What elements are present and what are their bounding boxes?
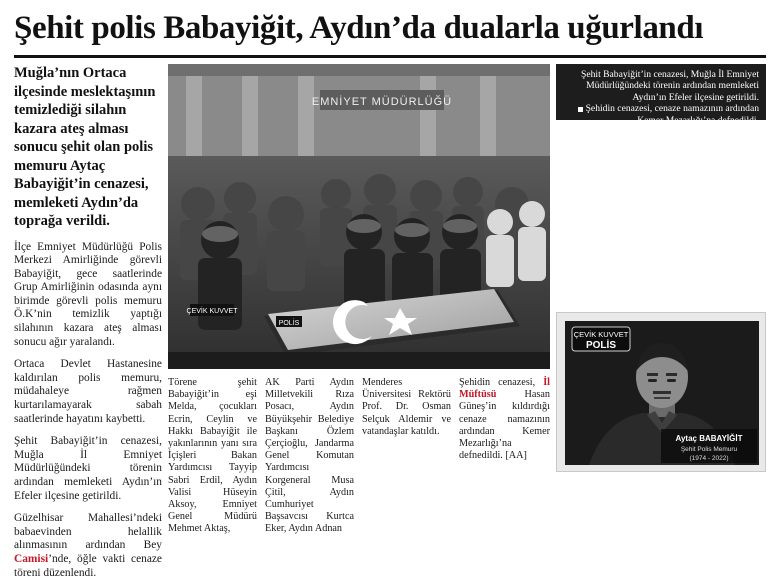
body-paragraph-3: Şehit Babayiğit’in cenazesi, Muğla İl Emniyet Müdürlüğündeki törenin ardından memleketi Aydın’ın Efeler ilçesine getirildi. <box>14 435 162 502</box>
bottom-column-2: AK Parti Aydın Milletvekili Rıza Posacı, Aydın Büyükşehir Belediye Başkanı Özlem Çerçioğlu, Jandarma Genel Komutan Yardımcısı Korgeneral Musa Çitil, Aydın Cumhuriyet Başsavcısı Kurtca Eker, Aydın Adnan <box>265 377 354 535</box>
funeral-photo-illustration <box>168 64 550 369</box>
left-text-column <box>14 64 162 579</box>
caption-bullet-text: Şehidin cenazesi, cenaze namazının ardından Kemer Mezarlığı’na defnedildi. <box>585 103 759 126</box>
bullet-square-icon <box>578 107 583 112</box>
bottom-text-columns <box>168 377 550 535</box>
paragraph-text-before: Güzelhisar Mahallesi’ndeki babaevinden helallik alınmasının ardından Bey <box>14 512 162 552</box>
svg-text:ÇEVİK KUVVET: ÇEVİK KUVVET <box>186 308 238 315</box>
bottom-col4-before: Şehidin cenazesi, <box>459 377 544 388</box>
body-paragraph-4 <box>14 512 162 580</box>
svg-text:EMNİYET MÜDÜRLÜĞÜ: EMNİYET MÜDÜRLÜĞÜ <box>311 96 453 108</box>
svg-text:(1974 - 2022): (1974 - 2022) <box>689 455 729 462</box>
portrait-photo <box>565 321 759 465</box>
bottom-column-4 <box>459 377 550 477</box>
officer-portrait-illustration <box>565 321 759 465</box>
photo-caption-box <box>556 64 766 126</box>
bottom-col4-after: Hasan Güneş’in kıldırdığı cenaze namazının ardından Kemer Mezarlığı’na defnedildi. [AA] <box>459 389 550 462</box>
svg-text:Şehit Polis Memuru: Şehit Polis Memuru <box>680 446 738 453</box>
svg-text:ÇEVİK KUVVET: ÇEVİK KUVVET <box>573 330 629 339</box>
caption-line-1: Şehit Babayiğit’in cenazesi, Muğla İl Emniyet Müdürlüğündeki törenin ardından memleketi Aydın’ın Efeler ilçesine getirildi. <box>581 69 759 103</box>
svg-text:POLİS: POLİS <box>278 320 300 327</box>
lede-paragraph: Muğla’nın Ortaca ilçesinde meslektaşının temizlediği silahın kazara ateş alması sonucu şehit olan polis memuru Aytaç Babayiğit’in cenazesi, memleketi Aydın’da toprağa verildi. <box>14 65 156 229</box>
inline-link[interactable]: Camisi <box>14 552 49 565</box>
main-photo <box>168 64 550 369</box>
paragraph-text-after: ’nde, öğle vakti cenaze töreni düzenlendi. <box>14 552 162 579</box>
caption-bullet-1 <box>563 103 759 126</box>
body-paragraph-2: Ortaca Devlet Hastanesine kaldırılan polis memuru, müdahaleye rağmen kurtarılamayarak sabah saatlerinde hayatını kaybetti. <box>14 358 162 425</box>
headline-divider <box>14 55 766 58</box>
memorial-portrait-card <box>556 312 766 472</box>
bottom-col4-highlight: İl Müftüsü <box>459 377 550 401</box>
body-paragraph-1: İlçe Emniyet Müdürlüğü Polis Merkezi Amirliğinde görevli Babayiğit, gece saatlerinde Grup Amirliğinin odasında aynı birimde görevli polis memuru Ö.K’nin temizlik yaptığı silahının kazara ateş alması sonucu ağır yaralandı. <box>14 240 162 348</box>
bottom-column-1: Törene şehit Babayiğit’in eşi Melda, çocukları Ecrin, Ceylin ve Hakkı Babayiğit ile yakınlarının yanı sıra İçişleri Bakan Yardımcısı Tayyip Sabri Erdil, Aydın Valisi Hüseyin Aksoy, Emniyet Genel Müdürü Mehmet Aktaş, <box>168 377 257 535</box>
bottom-column-3: Menderes Üniversitesi Rektörü Prof. Dr. Osman Selçuk Aldemir ve vatandaşlar katıldı. <box>362 377 451 437</box>
svg-text:Aytaç BABAYİĞİT: Aytaç BABAYİĞİT <box>675 434 743 443</box>
page-title: Şehit polis Babayiğit, Aydın’da dualarla uğurlandı <box>14 10 704 46</box>
svg-text:POLİS: POLİS <box>585 340 617 351</box>
